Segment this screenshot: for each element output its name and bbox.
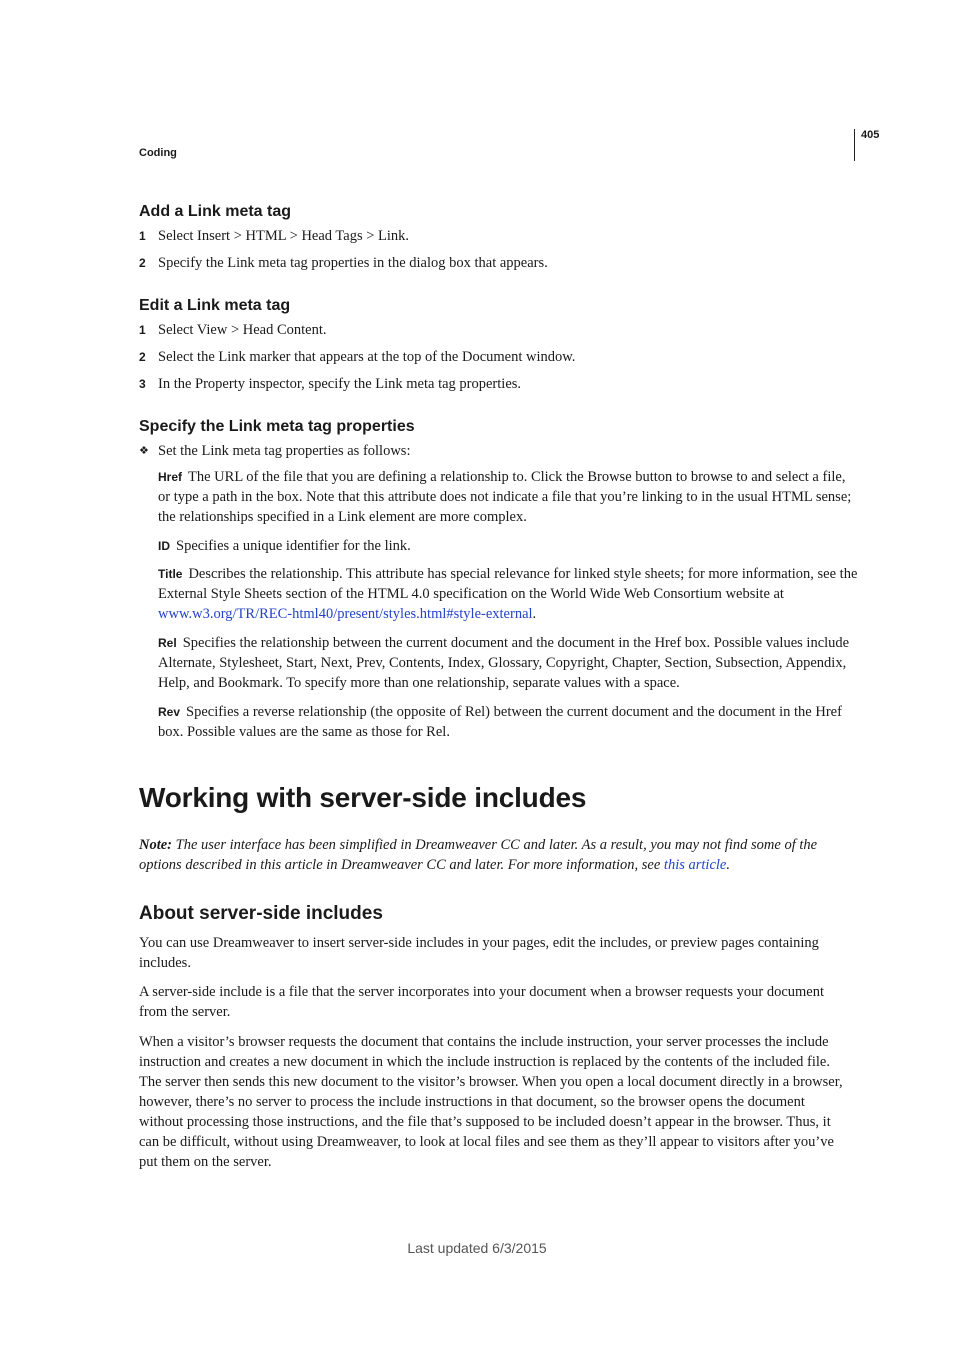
step-number: 1	[139, 229, 146, 243]
step-text: Select Insert > HTML > Head Tags > Link.	[158, 228, 410, 244]
step-number: 1	[139, 323, 146, 337]
definition-title	[158, 564, 858, 624]
heading-link-properties: Specify the Link meta tag properties	[139, 418, 415, 435]
term-label: Rev	[158, 705, 181, 719]
heading-add-link: Add a Link meta tag	[139, 203, 292, 220]
body-paragraph: When a visitor’s browser requests the document that contains the include instruction, your server processes the include instruction and creates a new document in which the include instruction is replaced by the contents of the included file. The server then sends this new document to the visitor’s browser. When you open a local document directly in a browser, however, there’s no server to process the include instructions in that document, so the browser opens the document without processing those instructions, and the file that’s supposed to be included doesn’t appear in the browser. Thus, it can be difficult, without using Dreamweaver, to look at local files and see them as they’ll appear to visitors after you’ve put them on the server.	[139, 1034, 843, 1170]
step-text: In the Property inspector, specify the Link meta tag properties.	[158, 376, 522, 392]
term-label: ID	[158, 539, 170, 553]
definition-text: The URL of the file that you are defining a relationship to. Click the Browse button to browse to and select a file, or type a path in the box. Note that this attribute does not indicate a file that you’re linking to in the usual HTML sense; the relationships specified in a Link element are more complex.	[158, 469, 852, 525]
chapter-title: Working with server-side includes	[139, 782, 587, 813]
heading-about-ssi: About server-side includes	[139, 903, 383, 924]
term-label: Rel	[158, 636, 177, 650]
step-text: Select View > Head Content.	[158, 322, 327, 338]
term-label: Href	[158, 470, 183, 484]
note-text: The user interface has been simplified in Dreamweaver CC and later. As a result, you may not find some of the options described in this article in Dreamweaver CC and later. For more information, see	[139, 837, 818, 873]
footer-last-updated: Last updated 6/3/2015	[407, 1240, 547, 1256]
header-rule	[854, 129, 855, 161]
bullet-text: Set the Link meta tag properties as follows:	[158, 443, 411, 459]
step-text: Specify the Link meta tag properties in the dialog box that appears.	[158, 255, 548, 271]
heading-edit-link: Edit a Link meta tag	[139, 297, 291, 314]
note-paragraph	[139, 835, 851, 875]
definition-text: Describes the relationship. This attribute has special relevance for linked style sheets; for more information, see the External Style Sheets section of the HTML 4.0 specification on the World Wide Web Consortium website at	[158, 566, 858, 602]
running-head: Coding	[139, 147, 177, 159]
definition-id	[158, 536, 858, 556]
definition-rev	[158, 702, 858, 742]
definition-href	[158, 467, 858, 527]
body-paragraph: A server-side include is a file that the server incorporates into your document when a browser requests your document from the server.	[139, 984, 825, 1020]
page-number: 405	[861, 129, 880, 141]
body-paragraph: You can use Dreamweaver to insert server-side includes in your pages, edit the includes, or preview pages containing includes.	[139, 935, 819, 971]
definition-text-end: .	[532, 606, 537, 622]
note-label: Note:	[139, 837, 173, 853]
definition-text: Specifies the relationship between the current document and the document in the Href box. Possible values include Alternate, Stylesheet, Start, Next, Prev, Contents, Index, Glossary, Copyright, Chapter, Section, Subsection, Appendix, Help, and Bookmark. To specify more than one relationship, separate values with a space.	[158, 635, 850, 691]
definition-rel	[158, 633, 858, 693]
definition-text: Specifies a reverse relationship (the opposite of Rel) between the current document and the document in the Href box. Possible values are the same as those for Rel.	[158, 704, 842, 740]
diamond-bullet-icon: ❖	[139, 444, 149, 457]
step-text: Select the Link marker that appears at the top of the Document window.	[158, 349, 576, 365]
step-number: 2	[139, 256, 146, 270]
step-number: 3	[139, 377, 146, 391]
w3c-styles-link[interactable]: www.w3.org/TR/REC-html40/present/styles.html#style-external	[158, 606, 533, 622]
this-article-link[interactable]: this article	[663, 857, 727, 873]
term-label: Title	[158, 567, 183, 581]
note-text-end: .	[726, 857, 730, 873]
definition-text: Specifies a unique identifier for the link.	[176, 538, 411, 554]
step-number: 2	[139, 350, 146, 364]
